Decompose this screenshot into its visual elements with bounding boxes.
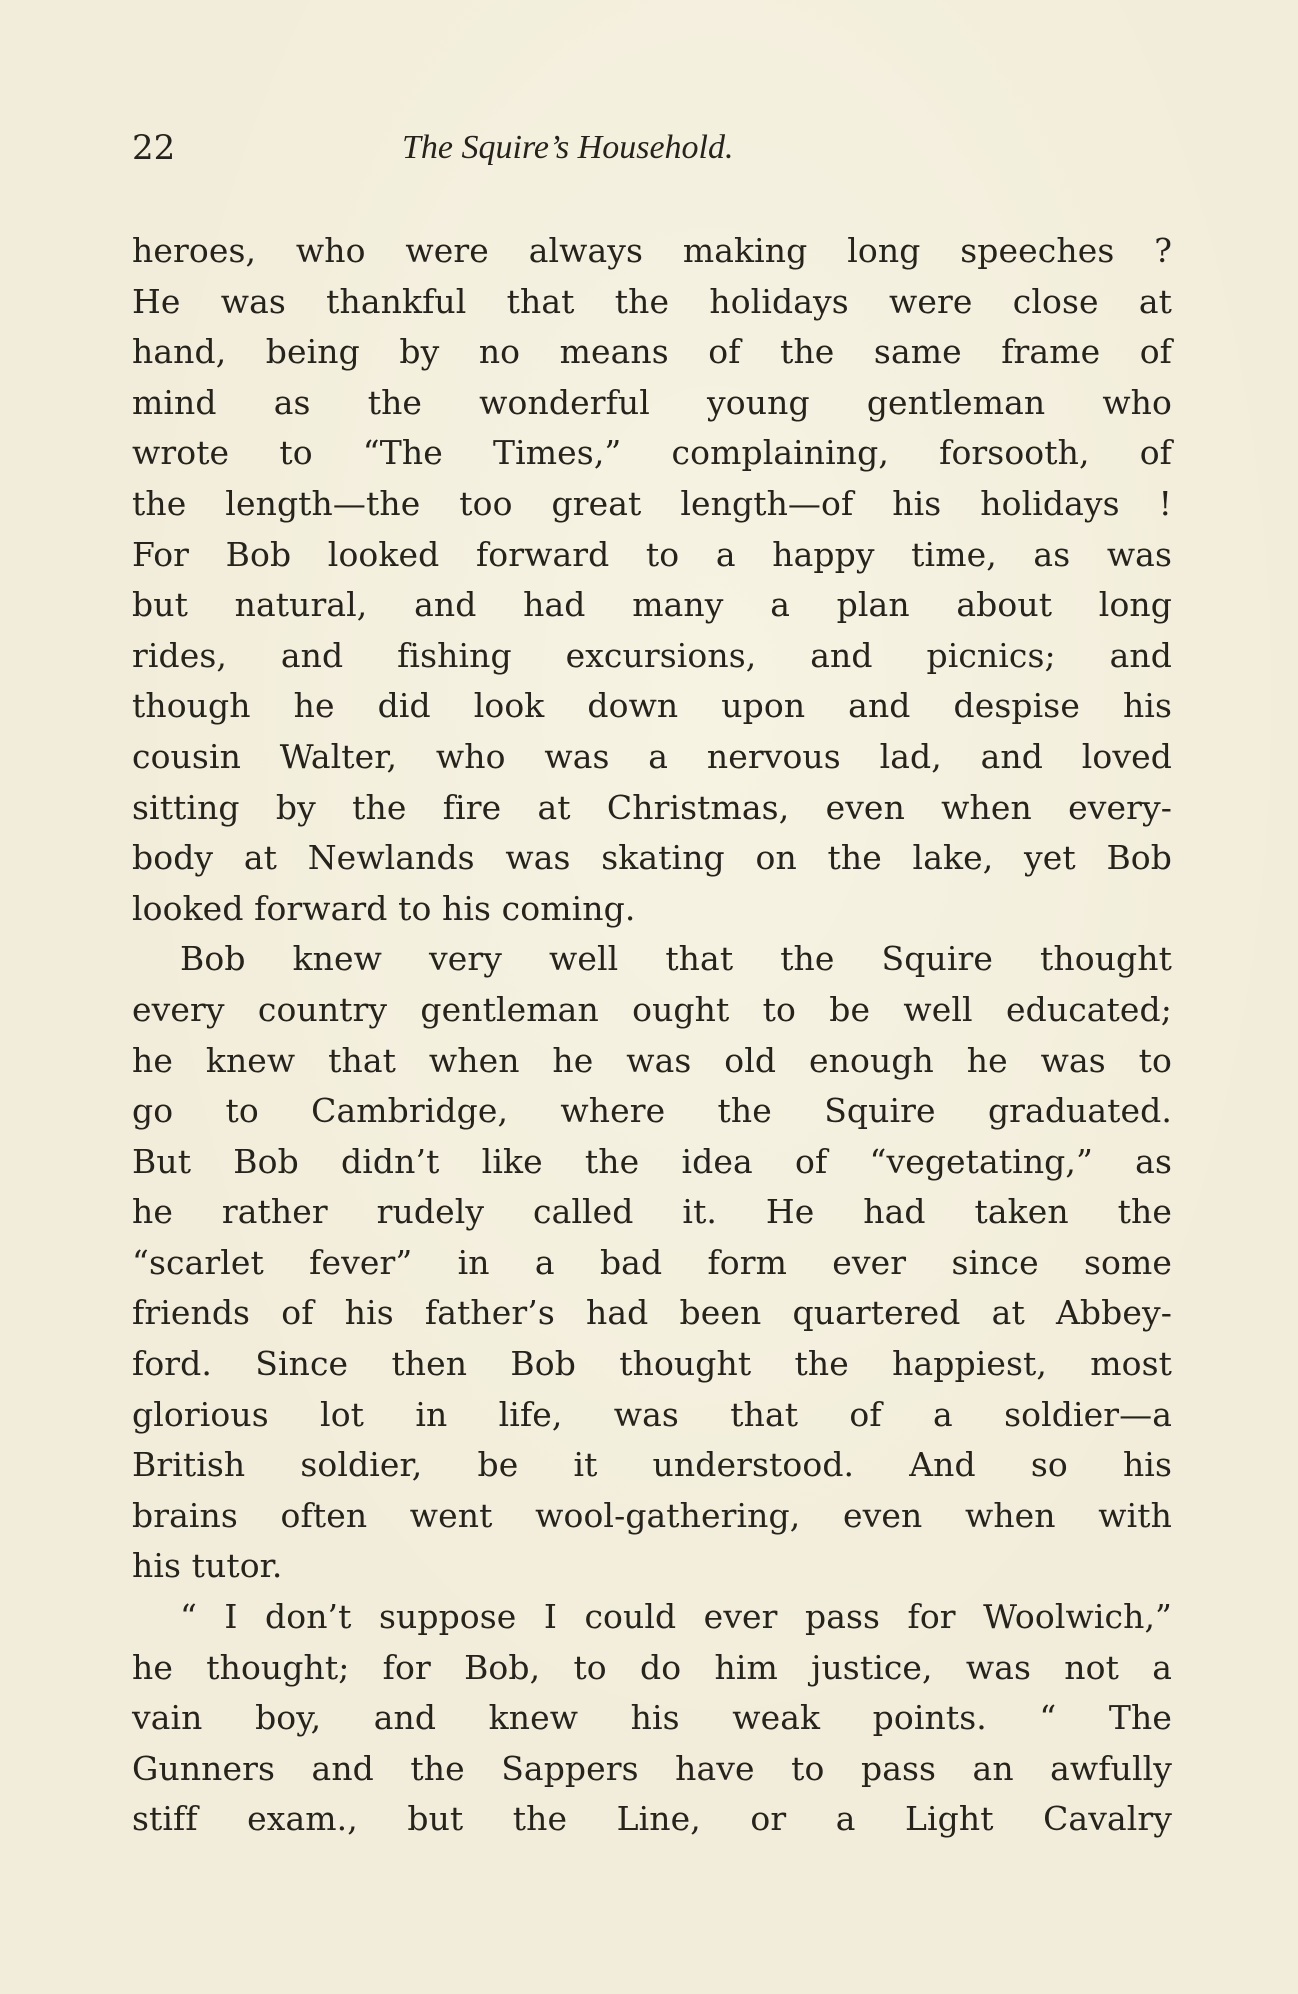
body-text [132,226,1172,1845]
text-line: “ I don’t suppose I could ever pass for Woolwich,” [180,1597,1172,1637]
text-line: rides, and fishing excursions, and picnics; and [132,635,1172,675]
text-line: brains often went wool-gathering, even when with [132,1495,1172,1535]
text-line: vain boy, and knew his weak points. “ The [132,1698,1172,1738]
text-line: looked forward to his coming. [132,888,636,928]
text-line: For Bob looked forward to a happy time, as was [132,534,1172,574]
text-line: glorious lot in life, was that of a soldier—a [132,1394,1172,1434]
text-line: Gunners and the Sappers have to pass an awfully [132,1748,1172,1788]
running-title: The Squire’s Household. [402,129,734,166]
text-line: mind as the wonderful young gentleman who [132,382,1172,422]
text-line: British soldier, be it understood. And so his [132,1445,1172,1485]
page-number: 22 [132,128,176,168]
text-line: friends of his father’s had been quartered at Abbey- [132,1293,1172,1333]
text-line: go to Cambridge, where the Squire graduated. [132,1091,1172,1131]
text-line: wrote to “The Times,” complaining, forsooth, of [132,433,1172,473]
text-line: He was thankful that the holidays were close at [132,281,1172,321]
text-line: But Bob didn’t like the idea of “vegetating,” as [132,1141,1172,1181]
text-line: “scarlet fever” in a bad form ever since some [132,1242,1172,1282]
text-line: sitting by the fire at Christmas, even when every- [132,787,1172,827]
text-line: every country gentleman ought to be well educated; [132,989,1172,1029]
text-line: the length—the too great length—of his holidays ! [132,483,1172,523]
text-line: hand, being by no means of the same frame of [132,332,1172,372]
text-line: Bob knew very well that the Squire thought [180,939,1172,979]
text-line: stiff exam., but the Line, or a Light Cavalry [132,1799,1172,1839]
text-line: heroes, who were always making long speeches ? [132,231,1172,270]
text-line: but natural, and had many a plan about long [132,585,1172,625]
text-line: his tutor. [132,1546,283,1586]
text-line: he thought; for Bob, to do him justice, was not a [132,1647,1172,1687]
text-line: he knew that when he was old enough he was to [132,1040,1172,1080]
text-line: body at Newlands was skating on the lake, yet Bob [132,838,1172,878]
page-header [132,128,1172,188]
text-line: though he did look down upon and despise his [132,686,1172,726]
text-line: ford. Since then Bob thought the happiest, most [132,1344,1172,1384]
text-line: he rather rudely called it. He had taken the [132,1192,1172,1232]
text-line: cousin Walter, who was a nervous lad, and loved [132,736,1172,776]
